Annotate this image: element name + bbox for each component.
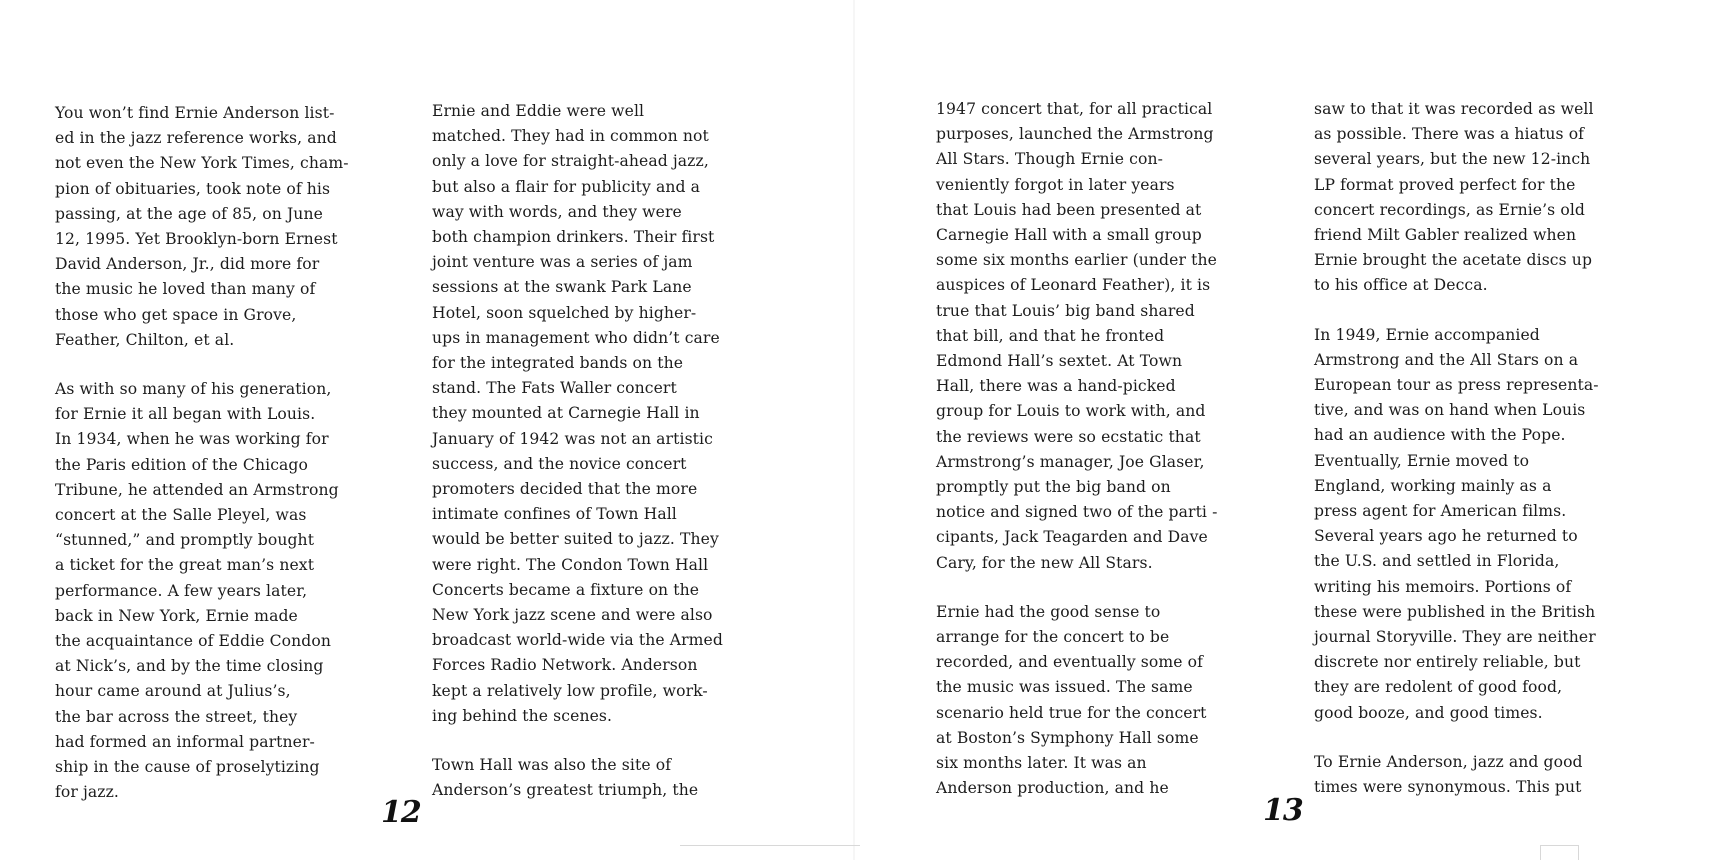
right-page-column-1 [936, 97, 1276, 801]
left-page-column-1 [55, 101, 385, 805]
paragraph: Ernie had the good sense to arrange for the concert to be recorded, and eventually some of the music was issued. The same scenario held true for the concert at Boston’s Symphony Hall some six months later. It was an Anderson production, and he [936, 602, 1207, 798]
paragraph: Ernie and Eddie were well matched. They had in common not only a love for straight-ahead jazz, but also a flair for publicity and a way with words, and they were both champion drinkers. Their first joint venture was a series of jam sessions at the swank Park Lane Hotel, soon squelched by higher- ups in management who didn’t care for the integrated bands on the stand. The Fats Waller concert they mounted at Carnegie Hall in January of 1942 was not an artistic success, and the novice concert promoters decided that the more intimate confines of Town Hall would be better suited to jazz. They were right. The Condon Town Hall Concerts became a fixture on the New York jazz scene and were also broadcast world-wide via the Armed Forces Radio Network. Anderson kept a relatively low profile, work- ing behind the scenes. [432, 102, 723, 725]
paragraph: As with so many of his generation, for Ernie it all began with Louis. In 1934, when he was working for the Paris edition of the Chicago Tribune, he attended an Armstrong concert at the Salle Pleyel, was “stunned,” and promptly bought a ticket for the great man’s next performance. A few years later, back in New York, Ernie made the acquaintance of Eddie Condon at Nick’s, and by the time closing hour came around at Julius’s, the bar across the street, they had formed an informal partner- ship in the cause of proselytizing for jazz. [55, 380, 339, 802]
scan-edge-line [680, 845, 860, 846]
paragraph: saw to that it was recorded as well as possible. There was a hiatus of several years, but the new 12-inch LP format proved perfect for the concert recordings, as Ernie’s old friend Milt Gabler realized when Ernie brought the acetate discs up to his office at Decca. [1314, 100, 1594, 295]
paragraph: You won’t find Ernie Anderson list- ed in the jazz reference works, and not even the New York Times, cham- pion of obituaries, took note of his passing, at the age of 85, on June 12, 1995. Yet Brooklyn-born Ernest David Anderson, Jr., did more for the music he loved than many of those who get space in Grove, Feather, Chilton, et al. [55, 104, 349, 349]
scan-edge-line [1578, 845, 1579, 860]
page-number: 12 [381, 795, 421, 830]
paragraph: To Ernie Anderson, jazz and good times were synonymous. This put [1314, 752, 1583, 797]
paragraph: 1947 concert that, for all practical purposes, launched the Armstrong All Stars. Though Ernie con- veniently forgot in later years that Louis had been presented at Carnegie Hall with a small group some six months earlier (under the auspices of Leonard Feather), it is true that Louis’ big band shared that bill, and that he fronted Edmond Hall’s sextet. At Town Hall, there was a hand-picked group for Louis to work with, and the reviews were so ecstatic that Armstrong’s manager, Joe Glaser, promptly put the big band on notice and signed two of the parti - cipants, Jack Teagarden and Dave Cary, for the new All Stars. [936, 100, 1218, 572]
page-number: 13 [1263, 793, 1303, 828]
scan-edge-line [1540, 845, 1541, 860]
right-page-column-2 [1314, 97, 1654, 800]
scan-edge-line [1540, 845, 1578, 846]
right-page [855, 0, 1710, 860]
paragraph: Town Hall was also the site of Anderson’s greatest triumph, the [432, 756, 699, 800]
paragraph: In 1949, Ernie accompanied Armstrong and the All Stars on a European tour as press representa- tive, and was on hand when Louis had an audience with the Pope. Eventually, Ernie moved to England, working mainly as a press agent for American films. Several years ago he returned to the U.S. and settled in Florida, writing his memoirs. Portions of these were published in the British journal Storyville. They are neither discrete nor entirely reliable, but they are redolent of good food, good booze, and good times. [1314, 325, 1599, 722]
left-page-column-2 [432, 99, 768, 803]
